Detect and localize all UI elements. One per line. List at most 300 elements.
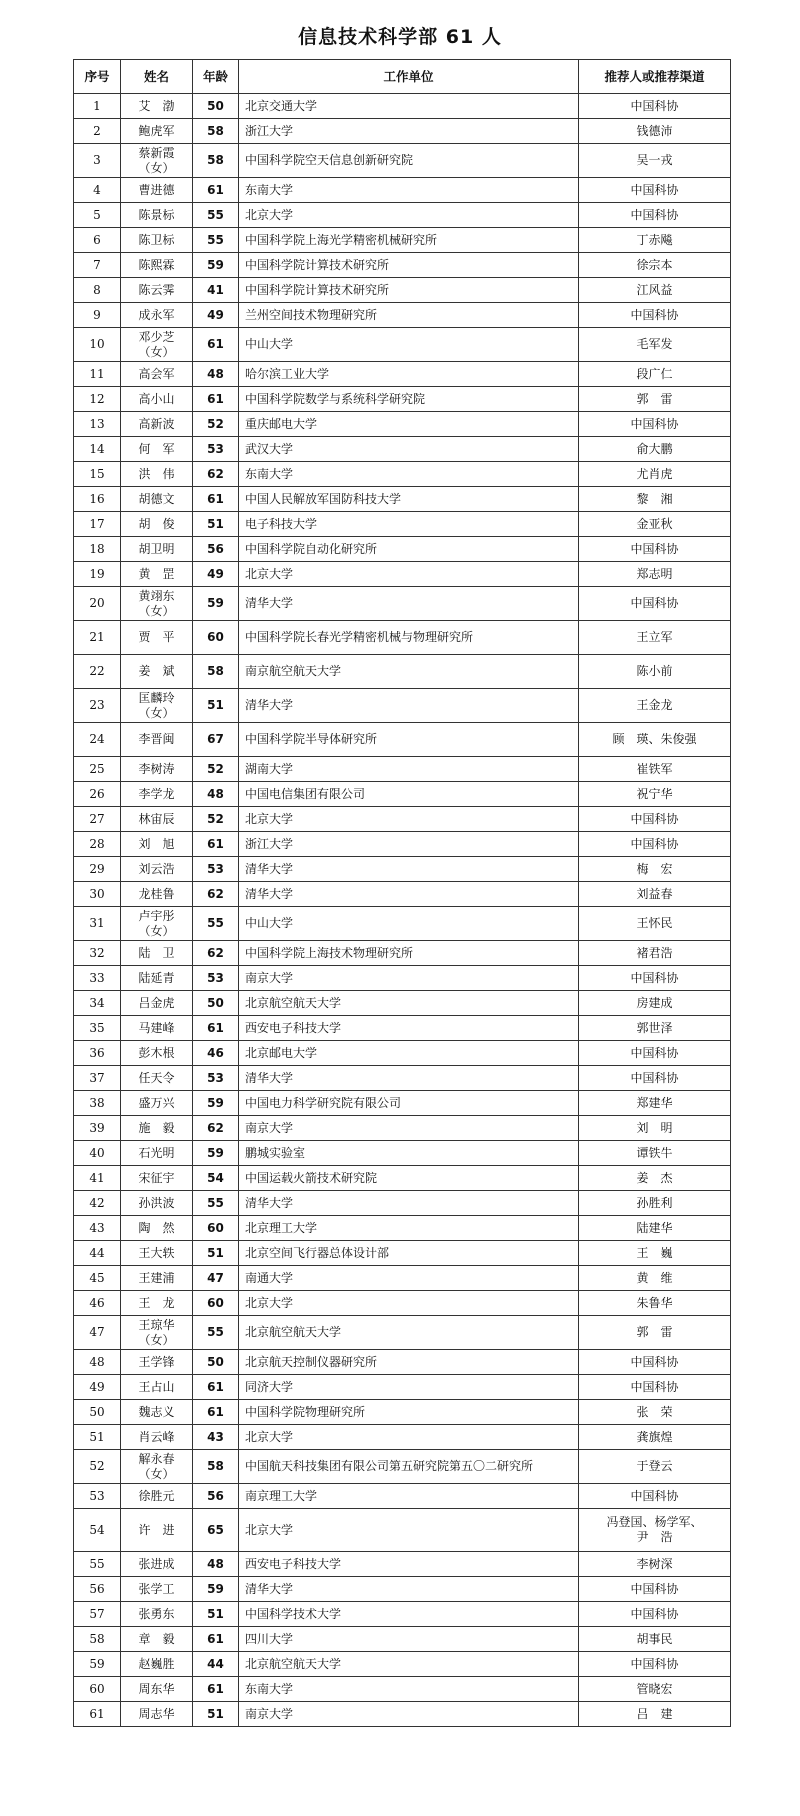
member-name: 吕金虎	[121, 991, 193, 1016]
recommender: 中国科协	[579, 832, 731, 857]
row-number: 52	[74, 1450, 121, 1484]
table-row	[74, 1627, 731, 1652]
row-number: 54	[74, 1509, 121, 1552]
row-number: 2	[74, 119, 121, 144]
member-age: 50	[193, 991, 239, 1016]
table-row	[74, 278, 731, 303]
work-unit: 清华大学	[239, 1577, 579, 1602]
recommender: 陈小前	[579, 655, 731, 689]
member-age: 60	[193, 1291, 239, 1316]
row-number: 38	[74, 1091, 121, 1116]
recommender: 黎 湘	[579, 487, 731, 512]
recommender: 王怀民	[579, 907, 731, 941]
work-unit: 中国电力科学研究院有限公司	[239, 1091, 579, 1116]
table-row	[74, 941, 731, 966]
member-name: 陈景标	[121, 203, 193, 228]
row-number: 18	[74, 537, 121, 562]
member-name: 肖云峰	[121, 1425, 193, 1450]
member-age: 43	[193, 1425, 239, 1450]
recommender: 中国科协	[579, 1350, 731, 1375]
table-row	[74, 1316, 731, 1350]
work-unit: 西安电子科技大学	[239, 1016, 579, 1041]
work-unit: 中国科学院半导体研究所	[239, 723, 579, 757]
row-number: 21	[74, 621, 121, 655]
row-number: 51	[74, 1425, 121, 1450]
table-row	[74, 807, 731, 832]
work-unit: 中国科学院计算技术研究所	[239, 278, 579, 303]
table-row	[74, 362, 731, 387]
work-unit: 东南大学	[239, 1677, 579, 1702]
work-unit: 北京航空航天大学	[239, 1652, 579, 1677]
table-row	[74, 1552, 731, 1577]
table-row	[74, 1041, 731, 1066]
member-age: 61	[193, 1016, 239, 1041]
work-unit: 中国科学院上海光学精密机械研究所	[239, 228, 579, 253]
header-no: 序号	[74, 60, 121, 94]
recommender: 刘 明	[579, 1116, 731, 1141]
member-name: 高会军	[121, 362, 193, 387]
member-name: 黄翊东 （女）	[121, 587, 193, 621]
table-row	[74, 757, 731, 782]
table-row	[74, 857, 731, 882]
recommender: 段广仁	[579, 362, 731, 387]
recommender: 郭 雷	[579, 387, 731, 412]
row-number: 8	[74, 278, 121, 303]
row-number: 23	[74, 689, 121, 723]
table-row	[74, 94, 731, 119]
table-row	[74, 1509, 731, 1552]
table-row	[74, 782, 731, 807]
table-row	[74, 689, 731, 723]
member-age: 58	[193, 144, 239, 178]
member-age: 61	[193, 1400, 239, 1425]
row-number: 50	[74, 1400, 121, 1425]
member-age: 59	[193, 1577, 239, 1602]
table-row	[74, 1425, 731, 1450]
recommender: 郑建华	[579, 1091, 731, 1116]
member-name: 洪 伟	[121, 462, 193, 487]
work-unit: 东南大学	[239, 462, 579, 487]
recommender: 冯登国、杨学军、 尹 浩	[579, 1509, 731, 1552]
recommender: 胡事民	[579, 1627, 731, 1652]
member-name: 陈卫标	[121, 228, 193, 253]
member-name: 陈熙霖	[121, 253, 193, 278]
row-number: 20	[74, 587, 121, 621]
member-name: 刘 旭	[121, 832, 193, 857]
work-unit: 南京大学	[239, 1702, 579, 1727]
header-recommender: 推荐人或推荐渠道	[579, 60, 731, 94]
recommender: 祝宁华	[579, 782, 731, 807]
work-unit: 中山大学	[239, 907, 579, 941]
table-row	[74, 1291, 731, 1316]
member-age: 54	[193, 1166, 239, 1191]
member-age: 53	[193, 1066, 239, 1091]
table-row	[74, 991, 731, 1016]
member-name: 姜 斌	[121, 655, 193, 689]
member-age: 49	[193, 303, 239, 328]
table-row	[74, 178, 731, 203]
member-name: 艾 渤	[121, 94, 193, 119]
recommender: 中国科协	[579, 1066, 731, 1091]
member-name: 解永春 （女）	[121, 1450, 193, 1484]
table-row	[74, 462, 731, 487]
member-age: 53	[193, 437, 239, 462]
work-unit: 中国航天科技集团有限公司第五研究院第五〇二研究所	[239, 1450, 579, 1484]
row-number: 13	[74, 412, 121, 437]
recommender: 中国科协	[579, 178, 731, 203]
member-age: 56	[193, 537, 239, 562]
table-row	[74, 655, 731, 689]
member-name: 王建浦	[121, 1266, 193, 1291]
work-unit: 清华大学	[239, 882, 579, 907]
table-row	[74, 144, 731, 178]
row-number: 10	[74, 328, 121, 362]
member-name: 石光明	[121, 1141, 193, 1166]
row-number: 26	[74, 782, 121, 807]
table-row	[74, 303, 731, 328]
recommender: 徐宗本	[579, 253, 731, 278]
work-unit: 北京大学	[239, 807, 579, 832]
work-unit: 兰州空间技术物理研究所	[239, 303, 579, 328]
work-unit: 南通大学	[239, 1266, 579, 1291]
recommender: 姜 杰	[579, 1166, 731, 1191]
member-name: 任天令	[121, 1066, 193, 1091]
table-body	[74, 94, 731, 1727]
member-name: 魏志义	[121, 1400, 193, 1425]
row-number: 61	[74, 1702, 121, 1727]
member-age: 59	[193, 1091, 239, 1116]
row-number: 16	[74, 487, 121, 512]
row-number: 9	[74, 303, 121, 328]
member-age: 59	[193, 1141, 239, 1166]
recommender: 郭 雷	[579, 1316, 731, 1350]
recommender: 中国科协	[579, 1041, 731, 1066]
member-age: 48	[193, 1552, 239, 1577]
member-age: 51	[193, 689, 239, 723]
member-age: 55	[193, 228, 239, 253]
member-age: 60	[193, 1216, 239, 1241]
member-name: 马建峰	[121, 1016, 193, 1041]
recommender: 中国科协	[579, 303, 731, 328]
member-name: 王 龙	[121, 1291, 193, 1316]
recommender: 刘益春	[579, 882, 731, 907]
member-age: 61	[193, 487, 239, 512]
work-unit: 中国科学院上海技术物理研究所	[239, 941, 579, 966]
table-row	[74, 1484, 731, 1509]
table-row	[74, 1091, 731, 1116]
work-unit: 北京大学	[239, 1425, 579, 1450]
member-name: 张学工	[121, 1577, 193, 1602]
work-unit: 中国科学院空天信息创新研究院	[239, 144, 579, 178]
member-name: 周志华	[121, 1702, 193, 1727]
work-unit: 电子科技大学	[239, 512, 579, 537]
work-unit: 清华大学	[239, 1191, 579, 1216]
recommender: 钱德沛	[579, 119, 731, 144]
recommender: 俞大鹏	[579, 437, 731, 462]
table-row	[74, 119, 731, 144]
member-name: 周东华	[121, 1677, 193, 1702]
row-number: 28	[74, 832, 121, 857]
recommender: 张 荣	[579, 1400, 731, 1425]
recommender: 尤肖虎	[579, 462, 731, 487]
work-unit: 北京大学	[239, 562, 579, 587]
member-name: 赵巍胜	[121, 1652, 193, 1677]
work-unit: 北京航空航天大学	[239, 1316, 579, 1350]
member-age: 48	[193, 362, 239, 387]
row-number: 15	[74, 462, 121, 487]
member-age: 50	[193, 94, 239, 119]
work-unit: 武汉大学	[239, 437, 579, 462]
member-age: 59	[193, 587, 239, 621]
member-name: 何 军	[121, 437, 193, 462]
table-row	[74, 562, 731, 587]
row-number: 31	[74, 907, 121, 941]
row-number: 17	[74, 512, 121, 537]
member-age: 52	[193, 807, 239, 832]
work-unit: 中国科学院自动化研究所	[239, 537, 579, 562]
recommender: 谭铁牛	[579, 1141, 731, 1166]
work-unit: 北京空间飞行器总体设计部	[239, 1241, 579, 1266]
member-name: 龙桂鲁	[121, 882, 193, 907]
member-name: 王占山	[121, 1375, 193, 1400]
recommender: 管晓宏	[579, 1677, 731, 1702]
member-age: 61	[193, 1677, 239, 1702]
work-unit: 中国科学院长春光学精密机械与物理研究所	[239, 621, 579, 655]
member-name: 曹进德	[121, 178, 193, 203]
row-number: 42	[74, 1191, 121, 1216]
recommender: 黄 维	[579, 1266, 731, 1291]
member-name: 卢宇彤 （女）	[121, 907, 193, 941]
recommender: 毛军发	[579, 328, 731, 362]
row-number: 24	[74, 723, 121, 757]
recommender: 崔铁军	[579, 757, 731, 782]
row-number: 34	[74, 991, 121, 1016]
work-unit: 南京航空航天大学	[239, 655, 579, 689]
member-age: 67	[193, 723, 239, 757]
recommender: 金亚秋	[579, 512, 731, 537]
recommender: 中国科协	[579, 1484, 731, 1509]
member-name: 胡卫明	[121, 537, 193, 562]
member-age: 53	[193, 857, 239, 882]
table-row	[74, 1602, 731, 1627]
work-unit: 清华大学	[239, 857, 579, 882]
recommender: 朱鲁华	[579, 1291, 731, 1316]
work-unit: 北京大学	[239, 1291, 579, 1316]
header-row	[74, 60, 731, 94]
table-row	[74, 487, 731, 512]
member-age: 48	[193, 782, 239, 807]
member-name: 林宙辰	[121, 807, 193, 832]
recommender: 中国科协	[579, 1652, 731, 1677]
work-unit: 中国科学院数学与系统科学研究院	[239, 387, 579, 412]
member-name: 彭木根	[121, 1041, 193, 1066]
table-row	[74, 1702, 731, 1727]
member-name: 邓少芝 （女）	[121, 328, 193, 362]
recommender: 孙胜利	[579, 1191, 731, 1216]
member-age: 55	[193, 203, 239, 228]
member-name: 王大轶	[121, 1241, 193, 1266]
row-number: 53	[74, 1484, 121, 1509]
work-unit: 浙江大学	[239, 832, 579, 857]
recommender: 于登云	[579, 1450, 731, 1484]
member-name: 章 毅	[121, 1627, 193, 1652]
member-age: 55	[193, 1191, 239, 1216]
row-number: 36	[74, 1041, 121, 1066]
work-unit: 中国人民解放军国防科技大学	[239, 487, 579, 512]
member-name: 许 进	[121, 1509, 193, 1552]
work-unit: 浙江大学	[239, 119, 579, 144]
table-row	[74, 412, 731, 437]
member-name: 施 毅	[121, 1116, 193, 1141]
member-age: 56	[193, 1484, 239, 1509]
work-unit: 中国运载火箭技术研究院	[239, 1166, 579, 1191]
row-number: 43	[74, 1216, 121, 1241]
row-number: 33	[74, 966, 121, 991]
row-number: 29	[74, 857, 121, 882]
member-age: 51	[193, 1702, 239, 1727]
member-name: 陶 然	[121, 1216, 193, 1241]
member-age: 61	[193, 328, 239, 362]
recommender: 王 巍	[579, 1241, 731, 1266]
member-age: 49	[193, 562, 239, 587]
member-name: 宋征宇	[121, 1166, 193, 1191]
work-unit: 南京大学	[239, 1116, 579, 1141]
table-row	[74, 587, 731, 621]
row-number: 48	[74, 1350, 121, 1375]
row-number: 25	[74, 757, 121, 782]
row-number: 5	[74, 203, 121, 228]
table-row	[74, 621, 731, 655]
work-unit: 清华大学	[239, 1066, 579, 1091]
row-number: 60	[74, 1677, 121, 1702]
member-age: 52	[193, 757, 239, 782]
work-unit: 清华大学	[239, 689, 579, 723]
table-row	[74, 437, 731, 462]
recommender: 王立军	[579, 621, 731, 655]
page-title: 信息技术科学部 61 人	[298, 26, 502, 48]
header-name: 姓名	[121, 60, 193, 94]
recommender: 郑志明	[579, 562, 731, 587]
table-row	[74, 1400, 731, 1425]
work-unit: 北京理工大学	[239, 1216, 579, 1241]
table-row	[74, 328, 731, 362]
row-number: 35	[74, 1016, 121, 1041]
member-name: 胡 俊	[121, 512, 193, 537]
recommender: 房建成	[579, 991, 731, 1016]
table-row	[74, 723, 731, 757]
work-unit: 南京理工大学	[239, 1484, 579, 1509]
recommender: 吴一戎	[579, 144, 731, 178]
member-name: 刘云浩	[121, 857, 193, 882]
table-row	[74, 1241, 731, 1266]
table-row	[74, 1577, 731, 1602]
recommender: 江风益	[579, 278, 731, 303]
member-name: 高小山	[121, 387, 193, 412]
member-name: 陆延青	[121, 966, 193, 991]
table-row	[74, 1166, 731, 1191]
recommender: 王金龙	[579, 689, 731, 723]
recommender: 中国科协	[579, 94, 731, 119]
work-unit: 鹏城实验室	[239, 1141, 579, 1166]
row-number: 7	[74, 253, 121, 278]
header-unit: 工作单位	[239, 60, 579, 94]
member-name: 高新波	[121, 412, 193, 437]
row-number: 59	[74, 1652, 121, 1677]
member-name: 陆 卫	[121, 941, 193, 966]
recommender: 顾 瑛、朱俊强	[579, 723, 731, 757]
row-number: 40	[74, 1141, 121, 1166]
row-number: 44	[74, 1241, 121, 1266]
work-unit: 北京大学	[239, 203, 579, 228]
table-row	[74, 966, 731, 991]
table-row	[74, 387, 731, 412]
table-row	[74, 1016, 731, 1041]
member-age: 46	[193, 1041, 239, 1066]
table-row	[74, 228, 731, 253]
table-row	[74, 537, 731, 562]
table-row	[74, 512, 731, 537]
work-unit: 北京大学	[239, 1509, 579, 1552]
row-number: 14	[74, 437, 121, 462]
member-age: 41	[193, 278, 239, 303]
recommender: 中国科协	[579, 966, 731, 991]
row-number: 12	[74, 387, 121, 412]
member-age: 58	[193, 119, 239, 144]
member-age: 58	[193, 1450, 239, 1484]
table-row	[74, 253, 731, 278]
member-name: 张勇东	[121, 1602, 193, 1627]
row-number: 1	[74, 94, 121, 119]
work-unit: 中国科学技术大学	[239, 1602, 579, 1627]
row-number: 27	[74, 807, 121, 832]
member-age: 58	[193, 655, 239, 689]
row-number: 4	[74, 178, 121, 203]
recommender: 中国科协	[579, 537, 731, 562]
work-unit: 东南大学	[239, 178, 579, 203]
member-age: 62	[193, 882, 239, 907]
table-row	[74, 1677, 731, 1702]
work-unit: 北京航空航天大学	[239, 991, 579, 1016]
member-age: 52	[193, 412, 239, 437]
table-row	[74, 1652, 731, 1677]
row-number: 32	[74, 941, 121, 966]
member-name: 王琼华 （女）	[121, 1316, 193, 1350]
member-age: 44	[193, 1652, 239, 1677]
member-age: 62	[193, 1116, 239, 1141]
member-age: 55	[193, 907, 239, 941]
table-row	[74, 832, 731, 857]
work-unit: 南京大学	[239, 966, 579, 991]
member-name: 盛万兴	[121, 1091, 193, 1116]
work-unit: 哈尔滨工业大学	[239, 362, 579, 387]
member-name: 张进成	[121, 1552, 193, 1577]
member-name: 成永军	[121, 303, 193, 328]
table-row	[74, 1266, 731, 1291]
row-number: 58	[74, 1627, 121, 1652]
table-header	[74, 60, 731, 94]
member-age: 51	[193, 1241, 239, 1266]
recommender: 陆建华	[579, 1216, 731, 1241]
work-unit: 清华大学	[239, 587, 579, 621]
recommender: 中国科协	[579, 1602, 731, 1627]
member-name: 王学锋	[121, 1350, 193, 1375]
recommender: 中国科协	[579, 807, 731, 832]
member-name: 鲍虎军	[121, 119, 193, 144]
table-row	[74, 1141, 731, 1166]
member-age: 47	[193, 1266, 239, 1291]
row-number: 47	[74, 1316, 121, 1350]
recommender: 梅 宏	[579, 857, 731, 882]
